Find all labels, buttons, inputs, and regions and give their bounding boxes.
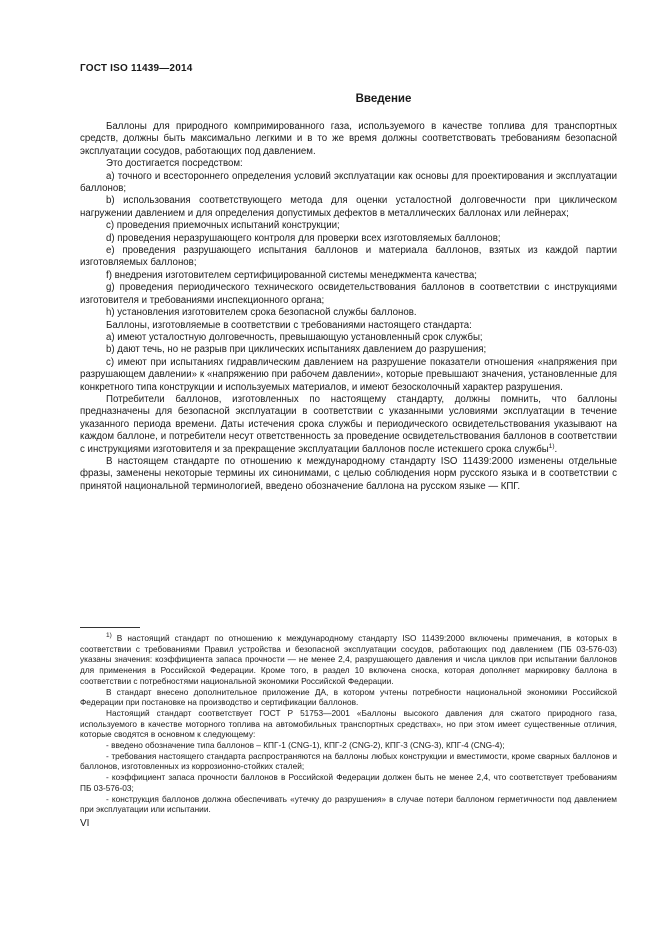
list-item: b) дают течь, но не разрыв при циклических испытаниях давлением до разрушения; <box>106 344 487 356</box>
section-title: Введение <box>355 93 412 105</box>
document-header: ГОСТ ISO 11439—2014 <box>80 63 193 74</box>
footnote-list-item: - введено обозначение типа баллонов – КПГ-1 (CNG-1), КПГ-2 (CNG-2), КПГ-3 (CNG-3), КПГ-4 (CNG-4); <box>106 740 505 751</box>
list-item: с) имеют при испытаниях гидравлическим давлением на разрушение показатели отношения «напряжения при разрушающем давлении» к «напряжению при рабочем давлении», которые превышают значения, установленные для конкретного типа конструкции и используемых материалов, и имеют безосколочный характер разрушения. <box>80 356 617 393</box>
list-item: d) проведения неразрушающего контроля для проверки всех изготовляемых баллонов; <box>106 232 501 244</box>
footnote-list-item: - коэффициент запаса прочности баллонов в Российской Федерации должен быть не менее 2,4, что соответствует требованиям ПБ 03-576-03; <box>80 772 617 793</box>
footnote-paragraph: Настоящий стандарт соответствует ГОСТ Р 51753—2001 «Баллоны высокого давления для сжатого природного газа, используемого в качестве моторного топлива на автомобильных транспортных средствах», но при этом имеет существенные отличия, которые сводятся в основном к следующему: <box>80 707 617 740</box>
list-item: с) проведения приемочных испытаний конструкции; <box>106 220 340 232</box>
list-item: а) имеют усталостную долговечность, превышающую установленный срок службы; <box>106 331 483 343</box>
footnote-text: В настоящий стандарт по отношению к международному стандарту ISO 11439:2000 включены примечания, в которых в соответствии с требованиями Правил устройства и безопасной эксплуатации сосудов, работающих под давлением (ПБ 03-576-03) указаны значения: коэффициента запаса прочности — не менее 2,4, разрушающего давления и числа циклов при испытании баллонов для применения в Российской Федерации. Кроме того, в раздел 10 включена сноска, которая дополняет маркировку баллона в соответствии с потребностями национальной экономики Российской Федерации. <box>80 633 618 686</box>
footnote-paragraph: В стандарт внесено дополнительное приложение ДА, в котором учтены потребности национальной экономики Российской Федерации при постановке на производство и сертификации баллонов. <box>80 686 617 708</box>
list-item: е) проведения разрушающего испытания баллонов и материала баллонов, взятых из каждой партии изготовляемых баллонов; <box>80 245 617 269</box>
list-item: b) использования соответствующего метода для оценки усталостной долговечности при циклическом нагружении давлением и для определения допустимых дефектов в металлических баллонах или лейнерах; <box>80 195 617 219</box>
list-item: g) проведения периодического технического освидетельствования баллонов в соответствии с инструкциями изготовителя и требованиями инспекционного органа; <box>80 282 617 306</box>
footnote-list-item: - конструкция баллонов должна обеспечивать «утечку до разрушения» в случае потери баллоном герметичности под давлением при эксплуатации или испытании. <box>80 793 617 815</box>
footnote-reference: 1) <box>548 442 555 450</box>
footnote-marker: 1) <box>106 632 112 639</box>
introduction-body <box>80 121 617 493</box>
list-item: h) установления изготовителем срока безопасной службы баллонов. <box>106 307 417 319</box>
footnote-paragraph <box>80 633 617 687</box>
paragraph: Это достигается посредством: <box>106 158 243 170</box>
footnote-separator <box>80 627 140 628</box>
paragraph-with-footnote: Потребители баллонов, изготовленных по настоящему стандарту, должны помнить, что баллоны предназначены для безопасной эксплуатации в соответствии с указанными условиями эксплуатации в течение указанного периода времени. Даты истечения срока службы и периодического освидетельствования указывают на каждом баллоне, и потребители несут ответственность за проведение освидетельствования баллонов в соответствии с инструкциями изготовителя и за прекращение эксплуатации баллонов после истекшего срока службы$^{1)}$. <box>80 393 617 455</box>
list-item: f) внедрения изготовителем сертифицированной системы менеджмента качества; <box>106 269 477 281</box>
footnote-block <box>80 633 617 815</box>
paragraph: Баллоны, изготовляемые в соответствии с требованиями настоящего стандарта: <box>106 319 472 331</box>
paragraph: В настоящем стандарте по отношению к международному стандарту ISO 11439:2000 изменены отдельные фразы, заменены некоторые термины их синонимами, с целью соблюдения норм русского языка и в соответствии с принятой национальной терминологией, введено обозначение баллона на русском языке — КПГ. <box>80 455 617 492</box>
footnote-list-item: - требования настоящего стандарта распространяются на баллоны любых конструкции и вместимости, кроме сварных баллонов и баллонов, изготовленных из коррозионно-стойких сталей; <box>80 750 617 772</box>
page-number: VI <box>80 818 90 829</box>
list-item: а) точного и всестороннего определения условий эксплуатации как основы для проектирования и эксплуатации баллонов; <box>80 170 617 195</box>
paragraph: Баллоны для природного компримированного газа, используемого в качестве топлива для транспортных средств, должны быть максимально легкими и в то же время должны соответствовать требованиям безопасной эксплуатации сосудов, работающих под давлением. <box>80 121 617 157</box>
paragraph-text: Потребители баллонов, изготовленных по настоящему стандарту, должны помнить, что баллоны предназначены для безопасной эксплуатации в соответствии с указанными условиями эксплуатации в течение указанного периода времени. Даты истечения срока службы и периодического освидетельствования указывают на каждом баллоне, и потребители несут ответственность за проведение освидетельствования баллонов в соответствии с инструкциями изготовителя и за прекращение эксплуатации баллонов после истекшего срока службы <box>80 393 617 455</box>
